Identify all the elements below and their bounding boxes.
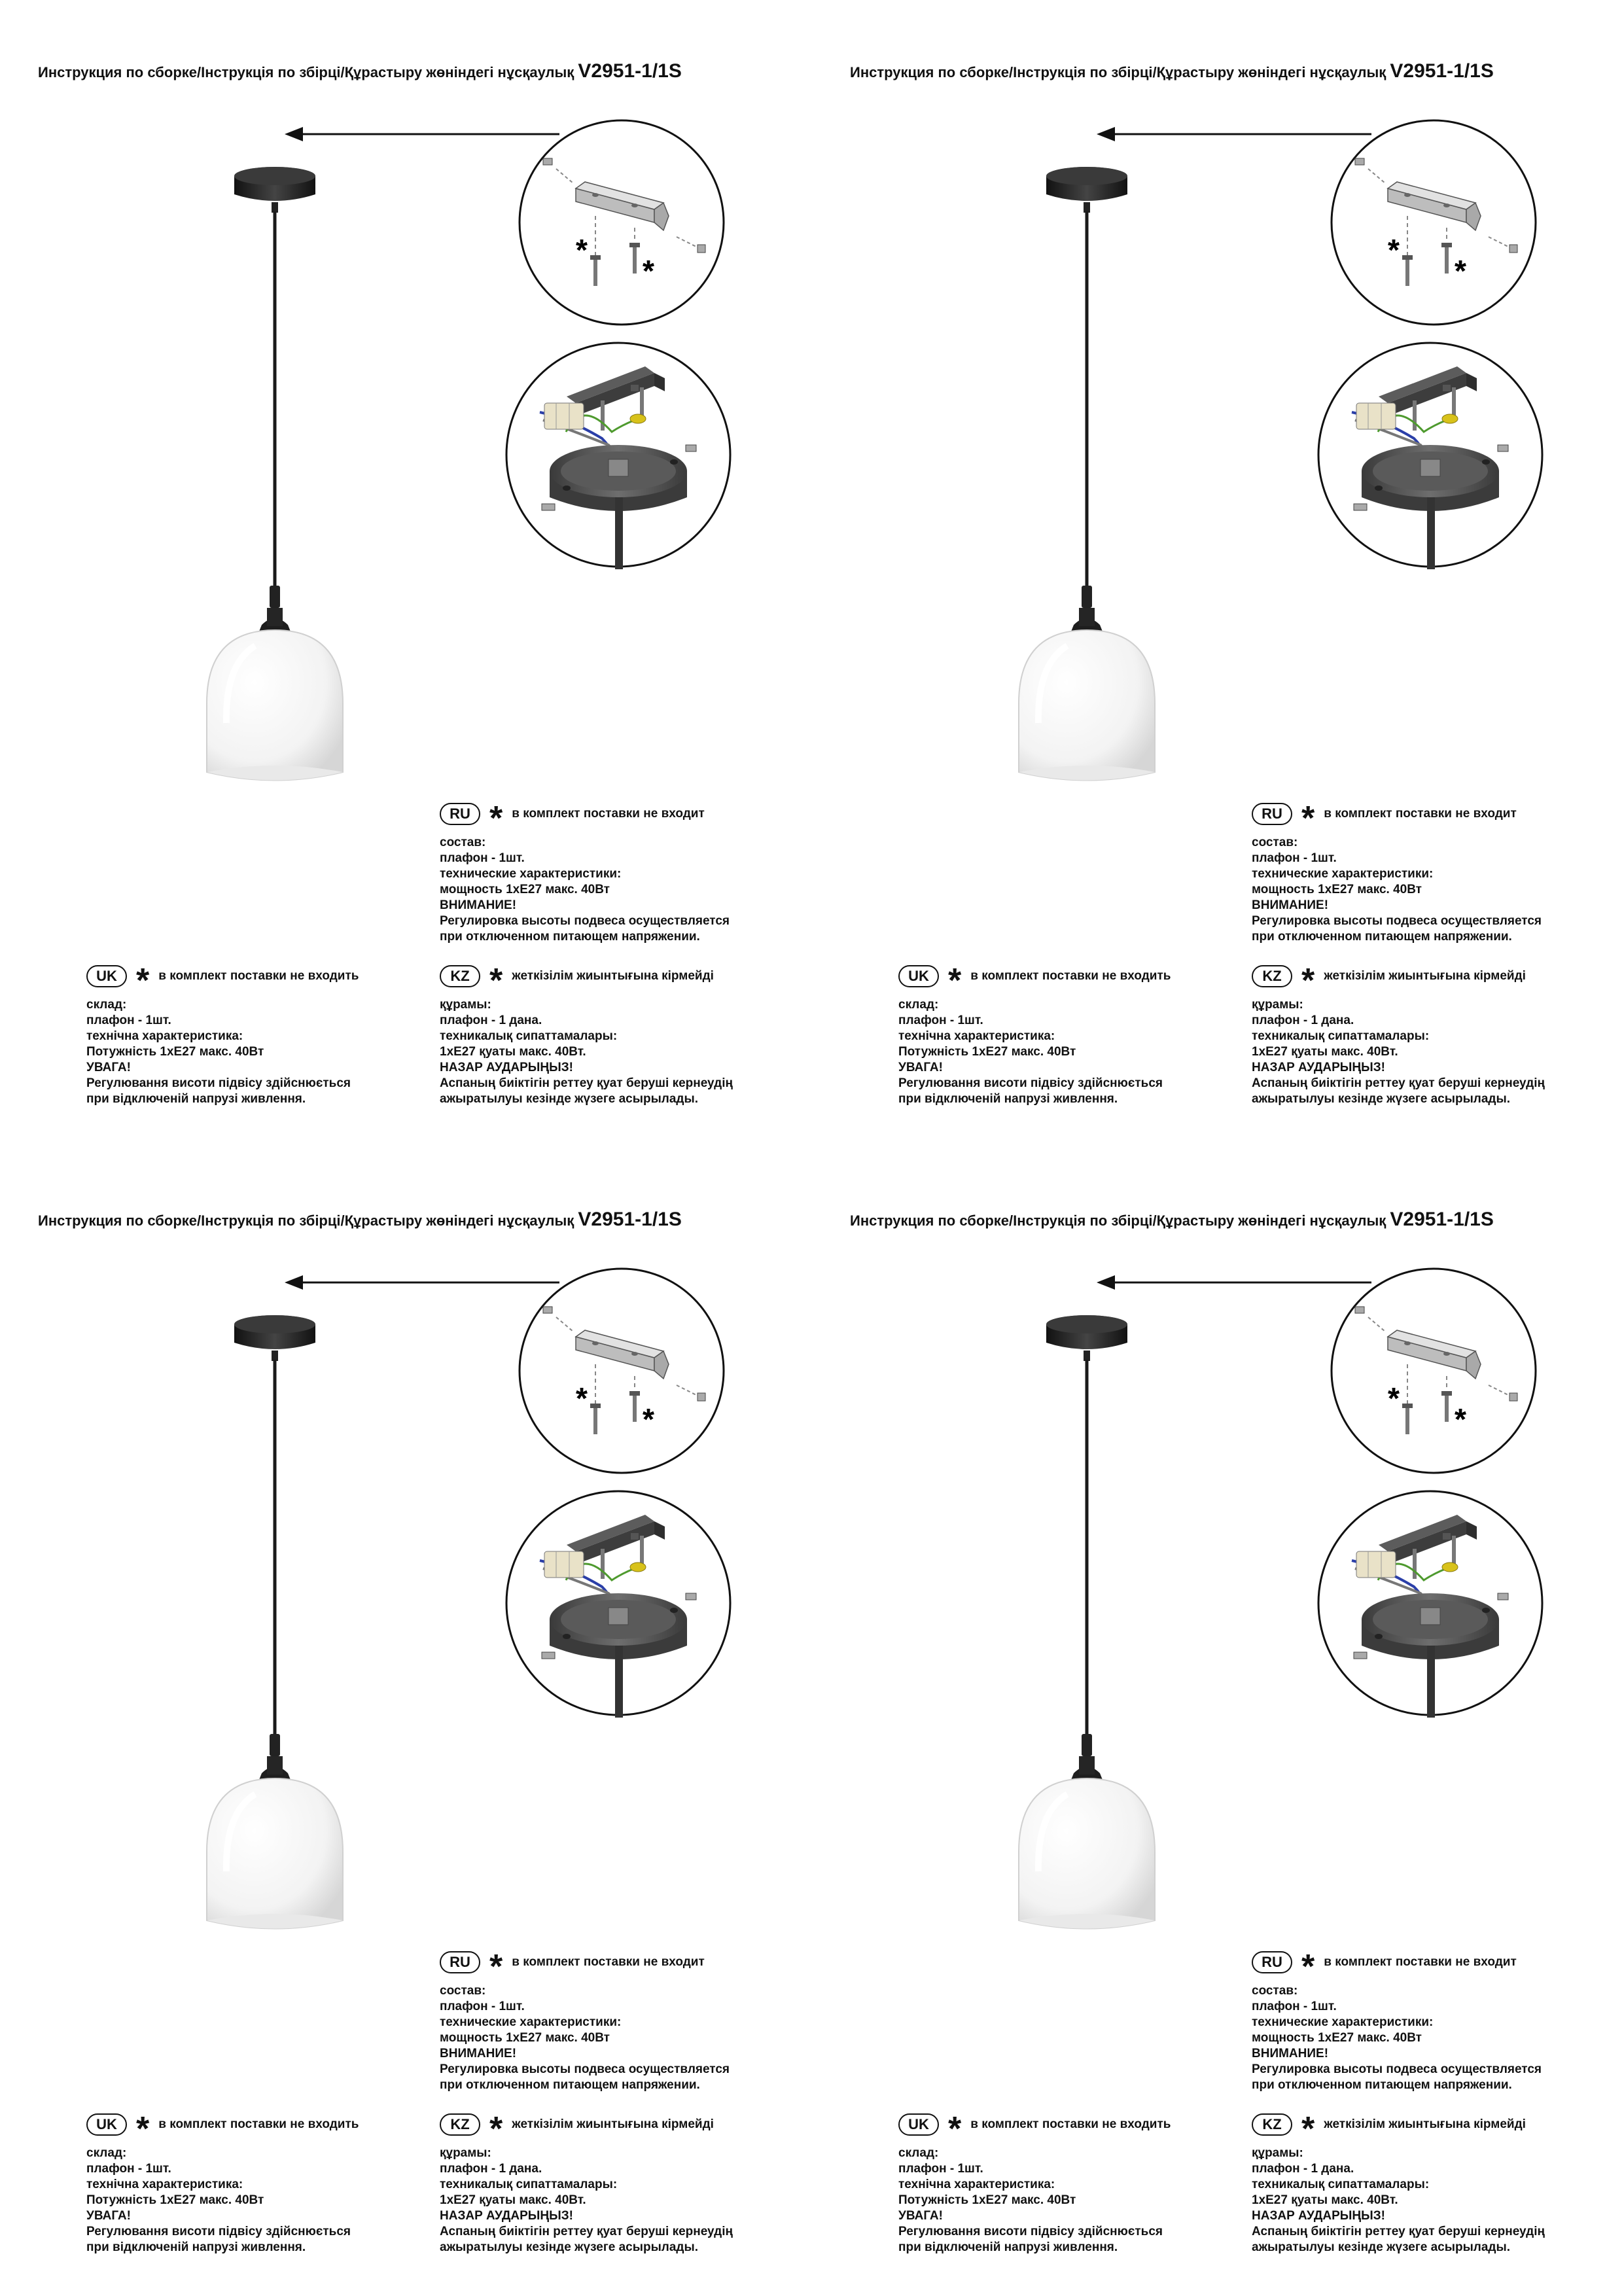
ru-line: плафон - 1шт.	[440, 851, 525, 865]
title-text: Инструкция по сборке/Інструкція по збірці/Құрастыру жөніндегі нұсқаулық	[850, 64, 1386, 80]
ru-section	[440, 1948, 730, 2093]
ru-badge: RU	[440, 803, 480, 825]
kz-line: НАЗАР АУДАРЫҢЫЗ!	[440, 1061, 573, 1074]
star-icon: *	[489, 2110, 503, 2148]
model-number: V2951-1/1S	[578, 1209, 682, 1230]
bracket-detail-diagram	[517, 118, 726, 327]
uk-line: Потужність 1хЕ27 макс. 40Вт	[86, 2193, 264, 2207]
star-marker-b: *	[643, 254, 654, 288]
uk-badge: UK	[898, 2113, 939, 2136]
ru-note: в комплект поставки не входит	[1324, 1955, 1517, 1969]
ru-badge: RU	[440, 1951, 480, 1973]
ru-line: состав:	[440, 836, 486, 849]
title-text: Инструкция по сборке/Інструкція по збірці/Құрастыру жөніндегі нұсқаулық	[38, 1212, 574, 1229]
ru-line: технические характеристики:	[1252, 867, 1434, 881]
star-icon: *	[1301, 800, 1315, 838]
kz-line: құрамы:	[1252, 2146, 1303, 2160]
uk-line: Регулювання висоти підвісу здійснюється	[898, 2225, 1163, 2238]
uk-section	[86, 2110, 359, 2255]
ru-line: мощность 1хЕ27 макс. 40Вт	[440, 883, 610, 896]
kz-line: 1хЕ27 қуаты макс. 40Вт.	[1252, 2193, 1398, 2207]
bracket-detail-diagram	[1329, 118, 1538, 327]
ru-line: при отключенном питающем напряжении.	[1252, 2078, 1512, 2092]
ru-line: при отключенном питающем напряжении.	[1252, 930, 1512, 944]
page-title	[38, 1209, 682, 1231]
kz-section	[440, 962, 733, 1107]
uk-line: плафон - 1шт.	[86, 2162, 171, 2176]
kz-note: жеткізілім жиынтығына кірмейді	[1324, 969, 1526, 983]
uk-line: Регулювання висоти підвісу здійснюється	[86, 2225, 351, 2238]
bracket-detail-diagram	[517, 1266, 726, 1475]
title-text: Инструкция по сборке/Інструкція по збірці/Құрастыру жөніндегі нұсқаулық	[38, 64, 574, 80]
kz-line: Аспаның биіктігін реттеу қуат беруші кернеудің	[1252, 1076, 1545, 1090]
uk-line: плафон - 1шт.	[898, 2162, 983, 2176]
uk-line: Потужність 1хЕ27 макс. 40Вт	[898, 2193, 1076, 2207]
uk-line: при відключеній напрузі живлення.	[898, 1092, 1118, 1106]
star-icon: *	[489, 962, 503, 1000]
uk-line: при відключеній напрузі живлення.	[86, 2240, 306, 2254]
ru-line: ВНИМАНИЕ!	[440, 898, 517, 912]
ru-section	[1252, 800, 1542, 945]
ru-section	[1252, 1948, 1542, 2093]
star-marker-b: *	[1455, 1402, 1466, 1436]
uk-line: УВАГА!	[86, 1061, 131, 1074]
ru-line: Регулировка высоты подвеса осуществляется	[1252, 2062, 1542, 2076]
star-marker-a: *	[576, 1381, 588, 1415]
canopy-wiring-diagram	[1316, 340, 1545, 569]
kz-line: НАЗАР АУДАРЫҢЫЗ!	[1252, 1061, 1385, 1074]
ru-line: состав:	[1252, 1984, 1298, 1998]
kz-section	[1252, 2110, 1545, 2255]
bracket-detail-diagram	[1329, 1266, 1538, 1475]
kz-line: 1хЕ27 қуаты макс. 40Вт.	[440, 1045, 586, 1059]
ru-line: плафон - 1шт.	[1252, 851, 1337, 865]
kz-badge: KZ	[1252, 965, 1292, 987]
kz-line: 1хЕ27 қуаты макс. 40Вт.	[440, 2193, 586, 2207]
uk-line: технічна характеристика:	[898, 1029, 1055, 1043]
model-number: V2951-1/1S	[578, 60, 682, 82]
ru-line: состав:	[440, 1984, 486, 1998]
page-title	[850, 60, 1494, 82]
uk-line: склад:	[898, 998, 939, 1012]
ru-line: при отключенном питающем напряжении.	[440, 2078, 700, 2092]
star-icon: *	[1301, 962, 1315, 1000]
ru-line: Регулировка высоты подвеса осуществляется	[440, 914, 730, 928]
kz-line: НАЗАР АУДАРЫҢЫЗ!	[440, 2209, 573, 2223]
star-marker-b: *	[643, 1402, 654, 1436]
uk-line: плафон - 1шт.	[86, 1014, 171, 1027]
kz-line: НАЗАР АУДАРЫҢЫЗ!	[1252, 2209, 1385, 2223]
ru-line: мощность 1хЕ27 макс. 40Вт	[440, 2031, 610, 2045]
ru-note: в комплект поставки не входит	[1324, 807, 1517, 821]
uk-note: в комплект поставки не входить	[970, 969, 1171, 983]
uk-section	[898, 962, 1171, 1107]
kz-note: жеткізілім жиынтығына кірмейді	[512, 2117, 714, 2131]
model-number: V2951-1/1S	[1390, 1209, 1494, 1230]
star-icon: *	[948, 962, 962, 1000]
uk-line: технічна характеристика:	[86, 1029, 243, 1043]
uk-line: УВАГА!	[86, 2209, 131, 2223]
ru-line: технические характеристики:	[440, 867, 622, 881]
star-icon: *	[1301, 1948, 1315, 1986]
ru-line: состав:	[1252, 836, 1298, 849]
uk-section	[898, 2110, 1171, 2255]
pendant-lamp-illustration	[190, 1315, 360, 1943]
kz-line: Аспаның биіктігін реттеу қуат беруші кернеудің	[440, 2225, 733, 2238]
ru-line: Регулировка высоты подвеса осуществляется	[440, 2062, 730, 2076]
model-number: V2951-1/1S	[1390, 60, 1494, 82]
instruction-sheet	[812, 0, 1624, 1148]
uk-line: Регулювання висоти підвісу здійснюється	[86, 1076, 351, 1090]
uk-line: УВАГА!	[898, 1061, 943, 1074]
uk-note: в комплект поставки не входить	[158, 969, 359, 983]
uk-line: склад:	[86, 2146, 127, 2160]
instruction-sheet	[0, 0, 812, 1148]
star-icon: *	[136, 2110, 150, 2148]
kz-line: 1хЕ27 қуаты макс. 40Вт.	[1252, 1045, 1398, 1059]
pendant-lamp-illustration	[1002, 167, 1172, 795]
page-title	[38, 60, 682, 82]
kz-line: техникалық сипаттамалары:	[1252, 2178, 1430, 2191]
star-icon: *	[136, 962, 150, 1000]
uk-badge: UK	[86, 2113, 127, 2136]
kz-note: жеткізілім жиынтығына кірмейді	[1324, 2117, 1526, 2131]
uk-badge: UK	[898, 965, 939, 987]
kz-line: техникалық сипаттамалары:	[440, 2178, 618, 2191]
instruction-sheet	[812, 1148, 1624, 2296]
instruction-sheet	[0, 1148, 812, 2296]
ru-line: Регулировка высоты подвеса осуществляется	[1252, 914, 1542, 928]
ru-line: мощность 1хЕ27 макс. 40Вт	[1252, 2031, 1422, 2045]
ru-line: технические характеристики:	[440, 2015, 622, 2029]
kz-line: техникалық сипаттамалары:	[1252, 1029, 1430, 1043]
kz-line: плафон - 1 дана.	[440, 2162, 542, 2176]
canopy-wiring-diagram	[504, 1489, 733, 1718]
uk-line: плафон - 1шт.	[898, 1014, 983, 1027]
ru-line: ВНИМАНИЕ!	[1252, 2047, 1329, 2060]
canopy-wiring-diagram	[1316, 1489, 1545, 1718]
star-icon: *	[489, 1948, 503, 1986]
ru-line: мощность 1хЕ27 макс. 40Вт	[1252, 883, 1422, 896]
uk-note: в комплект поставки не входить	[158, 2117, 359, 2131]
ru-line: технические характеристики:	[1252, 2015, 1434, 2029]
pendant-lamp-illustration	[1002, 1315, 1172, 1943]
uk-line: технічна характеристика:	[86, 2178, 243, 2191]
kz-line: плафон - 1 дана.	[440, 1014, 542, 1027]
kz-section	[440, 2110, 733, 2255]
star-marker-a: *	[576, 233, 588, 267]
ru-line: ВНИМАНИЕ!	[440, 2047, 517, 2060]
uk-line: Потужність 1хЕ27 макс. 40Вт	[86, 1045, 264, 1059]
kz-line: құрамы:	[440, 998, 491, 1012]
uk-line: технічна характеристика:	[898, 2178, 1055, 2191]
uk-line: при відключеній напрузі живлення.	[86, 1092, 306, 1106]
kz-line: Аспаның биіктігін реттеу қуат беруші кернеудің	[1252, 2225, 1545, 2238]
ru-line: при отключенном питающем напряжении.	[440, 930, 700, 944]
star-icon: *	[1301, 2110, 1315, 2148]
kz-line: ажыратылуы кезінде жүзеге асырылады.	[1252, 2240, 1510, 2254]
uk-section	[86, 962, 359, 1107]
canopy-wiring-diagram	[504, 340, 733, 569]
uk-line: Регулювання висоти підвісу здійснюється	[898, 1076, 1163, 1090]
uk-note: в комплект поставки не входить	[970, 2117, 1171, 2131]
title-text: Инструкция по сборке/Інструкція по збірці/Құрастыру жөніндегі нұсқаулық	[850, 1212, 1386, 1229]
ru-note: в комплект поставки не входит	[512, 807, 705, 821]
kz-line: ажыратылуы кезінде жүзеге асырылады.	[440, 1092, 698, 1106]
ru-badge: RU	[1252, 803, 1292, 825]
kz-line: ажыратылуы кезінде жүзеге асырылады.	[440, 2240, 698, 2254]
kz-line: плафон - 1 дана.	[1252, 1014, 1354, 1027]
kz-line: Аспаның биіктігін реттеу қуат беруші кернеудің	[440, 1076, 733, 1090]
page-title	[850, 1209, 1494, 1231]
ru-line: ВНИМАНИЕ!	[1252, 898, 1329, 912]
star-marker-a: *	[1388, 233, 1400, 267]
ru-line: плафон - 1шт.	[1252, 2000, 1337, 2013]
ru-note: в комплект поставки не входит	[512, 1955, 705, 1969]
uk-line: при відключеній напрузі живлення.	[898, 2240, 1118, 2254]
star-icon: *	[489, 800, 503, 838]
pendant-lamp-illustration	[190, 167, 360, 795]
uk-line: УВАГА!	[898, 2209, 943, 2223]
uk-line: склад:	[898, 2146, 939, 2160]
kz-line: құрамы:	[440, 2146, 491, 2160]
kz-badge: KZ	[1252, 2113, 1292, 2136]
uk-line: склад:	[86, 998, 127, 1012]
star-marker-b: *	[1455, 254, 1466, 288]
star-marker-a: *	[1388, 1381, 1400, 1415]
star-icon: *	[948, 2110, 962, 2148]
uk-badge: UK	[86, 965, 127, 987]
kz-note: жеткізілім жиынтығына кірмейді	[512, 969, 714, 983]
kz-line: техникалық сипаттамалары:	[440, 1029, 618, 1043]
ru-badge: RU	[1252, 1951, 1292, 1973]
kz-line: құрамы:	[1252, 998, 1303, 1012]
kz-line: плафон - 1 дана.	[1252, 2162, 1354, 2176]
ru-line: плафон - 1шт.	[440, 2000, 525, 2013]
uk-line: Потужність 1хЕ27 макс. 40Вт	[898, 1045, 1076, 1059]
kz-badge: KZ	[440, 2113, 480, 2136]
kz-line: ажыратылуы кезінде жүзеге асырылады.	[1252, 1092, 1510, 1106]
kz-badge: KZ	[440, 965, 480, 987]
kz-section	[1252, 962, 1545, 1107]
ru-section	[440, 800, 730, 945]
